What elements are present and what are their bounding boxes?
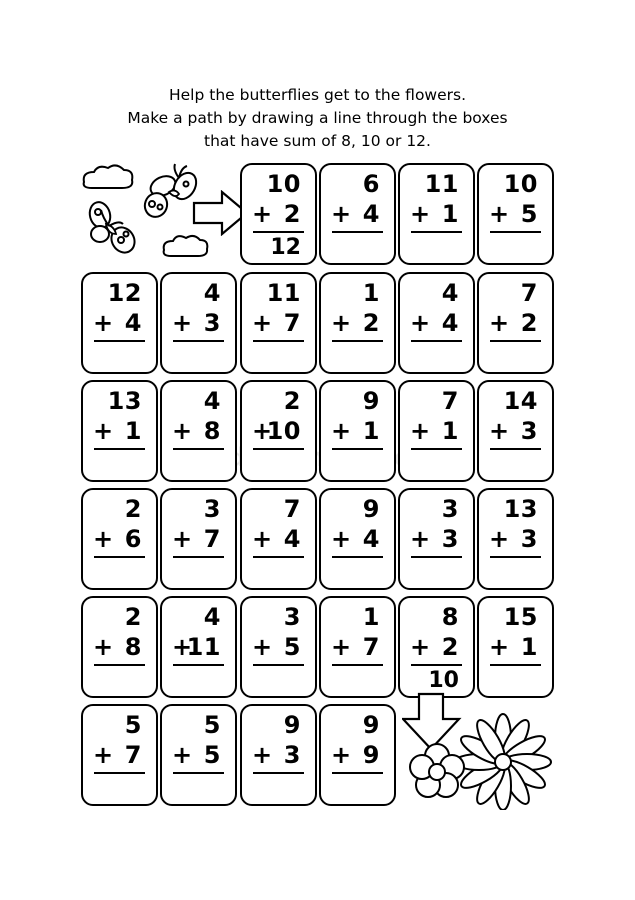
addend-top: 9: [362, 711, 380, 739]
sum-line: [173, 664, 224, 666]
addend-top: 4: [203, 279, 221, 307]
addend-top: 11: [266, 279, 301, 307]
plus-sign: +: [252, 525, 273, 553]
flowers-icon: [405, 710, 555, 810]
addend-bottom: 9: [362, 741, 380, 769]
addition-box[interactable]: [319, 380, 396, 482]
addend-top: 2: [283, 387, 301, 415]
addition-box[interactable]: [160, 704, 237, 806]
sum-line: [173, 340, 224, 342]
addition-box[interactable]: [477, 596, 554, 698]
addition-box[interactable]: [477, 272, 554, 374]
addend-top: 3: [283, 603, 301, 631]
sum-line: [411, 448, 462, 450]
sum-line: [490, 664, 541, 666]
sum-line: [490, 556, 541, 558]
plus-sign: +: [93, 741, 114, 769]
addition-box[interactable]: [398, 488, 475, 590]
addend-top: 15: [503, 603, 538, 631]
addition-box[interactable]: [477, 488, 554, 590]
plus-sign: +: [331, 417, 352, 445]
plus-sign: +: [489, 525, 510, 553]
sum-line: [253, 556, 304, 558]
addend-bottom: 8: [124, 633, 142, 661]
plus-sign: +: [172, 525, 193, 553]
plus-sign: +: [93, 525, 114, 553]
plus-sign: +: [331, 309, 352, 337]
plus-sign: +: [172, 741, 193, 769]
sum-line: [173, 556, 224, 558]
addend-top: 13: [503, 495, 538, 523]
addend-top: 7: [520, 279, 538, 307]
sum-line: [332, 556, 383, 558]
addend-top: 10: [266, 170, 301, 198]
sum-line: [94, 556, 145, 558]
addition-box[interactable]: [81, 488, 158, 590]
plus-sign: +: [331, 200, 352, 228]
addend-top: 10: [503, 170, 538, 198]
addend-top: 7: [283, 495, 301, 523]
addend-bottom: 2: [441, 633, 459, 661]
addend-bottom: 4: [362, 525, 380, 553]
addend-bottom: 5: [520, 200, 538, 228]
plus-sign: +: [331, 633, 352, 661]
addend-top: 12: [107, 279, 142, 307]
plus-sign: +: [172, 633, 193, 661]
sum-line: [490, 231, 541, 233]
addend-bottom: 1: [362, 417, 380, 445]
addend-bottom: 3: [441, 525, 459, 553]
addend-bottom: 3: [203, 309, 221, 337]
plus-sign: +: [489, 309, 510, 337]
answer-sum: 10: [428, 668, 459, 693]
sum-line: [490, 448, 541, 450]
sum-line: [332, 664, 383, 666]
plus-sign: +: [489, 417, 510, 445]
addend-bottom: 7: [283, 309, 301, 337]
addend-top: 8: [441, 603, 459, 631]
addend-bottom: 2: [520, 309, 538, 337]
addend-top: 4: [203, 603, 221, 631]
addend-top: 6: [362, 170, 380, 198]
addition-box[interactable]: [160, 380, 237, 482]
addition-box[interactable]: [160, 488, 237, 590]
sum-line: [332, 340, 383, 342]
addend-bottom: 1: [124, 417, 142, 445]
addend-top: 7: [441, 387, 459, 415]
addend-bottom: 4: [441, 309, 459, 337]
addend-bottom: 2: [283, 200, 301, 228]
addition-box[interactable]: [319, 272, 396, 374]
addend-bottom: 5: [283, 633, 301, 661]
addition-box[interactable]: [160, 272, 237, 374]
addition-box[interactable]: [81, 704, 158, 806]
plus-sign: +: [410, 309, 431, 337]
addend-top: 5: [124, 711, 142, 739]
addend-top: 11: [424, 170, 459, 198]
sum-line: [94, 664, 145, 666]
sum-line: [411, 340, 462, 342]
addend-bottom: 7: [124, 741, 142, 769]
plus-sign: +: [331, 741, 352, 769]
plus-sign: +: [410, 633, 431, 661]
plus-sign: +: [93, 633, 114, 661]
addend-bottom: 4: [362, 200, 380, 228]
addend-top: 4: [203, 387, 221, 415]
addend-top: 5: [203, 711, 221, 739]
plus-sign: +: [252, 633, 273, 661]
plus-sign: +: [93, 309, 114, 337]
sum-line: [173, 448, 224, 450]
addend-bottom: 3: [283, 741, 301, 769]
sum-line: [253, 231, 304, 233]
addition-box[interactable]: [240, 380, 317, 482]
addend-bottom: 4: [124, 309, 142, 337]
addend-top: 2: [124, 495, 142, 523]
sum-line: [253, 340, 304, 342]
addition-box[interactable]: [319, 704, 396, 806]
addition-box[interactable]: [319, 163, 396, 265]
addition-box[interactable]: [240, 488, 317, 590]
addend-top: 9: [362, 387, 380, 415]
addend-bottom: 6: [124, 525, 142, 553]
sum-line: [332, 448, 383, 450]
addend-top: 14: [503, 387, 538, 415]
plus-sign: +: [489, 200, 510, 228]
addend-top: 9: [362, 495, 380, 523]
addition-box[interactable]: [398, 596, 475, 698]
plus-sign: +: [172, 309, 193, 337]
instruction-line-1: Help the butterflies get to the flowers.: [168, 86, 467, 104]
addend-bottom: 1: [520, 633, 538, 661]
plus-sign: +: [410, 200, 431, 228]
sum-line: [94, 448, 145, 450]
addend-bottom: 1: [441, 417, 459, 445]
addend-bottom: 4: [283, 525, 301, 553]
plus-sign: +: [252, 417, 273, 445]
sum-line: [253, 664, 304, 666]
addend-bottom: 10: [266, 417, 301, 445]
sum-line: [94, 340, 145, 342]
plus-sign: +: [93, 417, 114, 445]
sum-line: [173, 772, 224, 774]
addend-top: 3: [203, 495, 221, 523]
sum-line: [411, 231, 462, 233]
addend-bottom: 7: [203, 525, 221, 553]
addition-box[interactable]: [240, 596, 317, 698]
sum-line: [94, 772, 145, 774]
addition-box[interactable]: [81, 596, 158, 698]
addition-box[interactable]: [81, 380, 158, 482]
plus-sign: +: [410, 417, 431, 445]
plus-sign: +: [489, 633, 510, 661]
sum-line: [411, 556, 462, 558]
addition-box[interactable]: [398, 380, 475, 482]
answer-sum: 12: [270, 235, 301, 260]
addition-box[interactable]: [319, 596, 396, 698]
plus-sign: +: [410, 525, 431, 553]
addend-top: 1: [362, 603, 380, 631]
addend-top: 1: [362, 279, 380, 307]
sum-line: [253, 448, 304, 450]
sum-line: [490, 340, 541, 342]
plus-sign: +: [252, 200, 273, 228]
plus-sign: +: [252, 741, 273, 769]
addition-box[interactable]: [240, 163, 317, 265]
addend-bottom: 5: [203, 741, 221, 769]
addend-bottom: 3: [520, 525, 538, 553]
addend-bottom: 2: [362, 309, 380, 337]
sum-line: [332, 772, 383, 774]
plus-sign: +: [252, 309, 273, 337]
addend-bottom: 7: [362, 633, 380, 661]
addition-box[interactable]: [81, 272, 158, 374]
addition-box[interactable]: [398, 272, 475, 374]
addition-box[interactable]: [398, 163, 475, 265]
addend-top: 9: [283, 711, 301, 739]
addend-top: 13: [107, 387, 142, 415]
instruction-line-3: that have sum of 8, 10 or 12.: [204, 132, 431, 150]
addition-box[interactable]: [160, 596, 237, 698]
plus-sign: +: [172, 417, 193, 445]
addend-bottom: 8: [203, 417, 221, 445]
instruction-line-2: Make a path by drawing a line through the boxes: [127, 109, 508, 127]
sum-line: [332, 231, 383, 233]
addition-box[interactable]: [477, 380, 554, 482]
addend-top: 2: [124, 603, 142, 631]
addend-bottom: 1: [441, 200, 459, 228]
sum-line: [253, 772, 304, 774]
addend-bottom: 3: [520, 417, 538, 445]
addition-box[interactable]: [477, 163, 554, 265]
addend-top: 4: [441, 279, 459, 307]
sum-line: [411, 664, 462, 666]
plus-sign: +: [331, 525, 352, 553]
addend-top: 3: [441, 495, 459, 523]
addition-box[interactable]: [240, 704, 317, 806]
addition-box[interactable]: [240, 272, 317, 374]
addend-bottom: 11: [186, 633, 221, 661]
addition-box[interactable]: [319, 488, 396, 590]
